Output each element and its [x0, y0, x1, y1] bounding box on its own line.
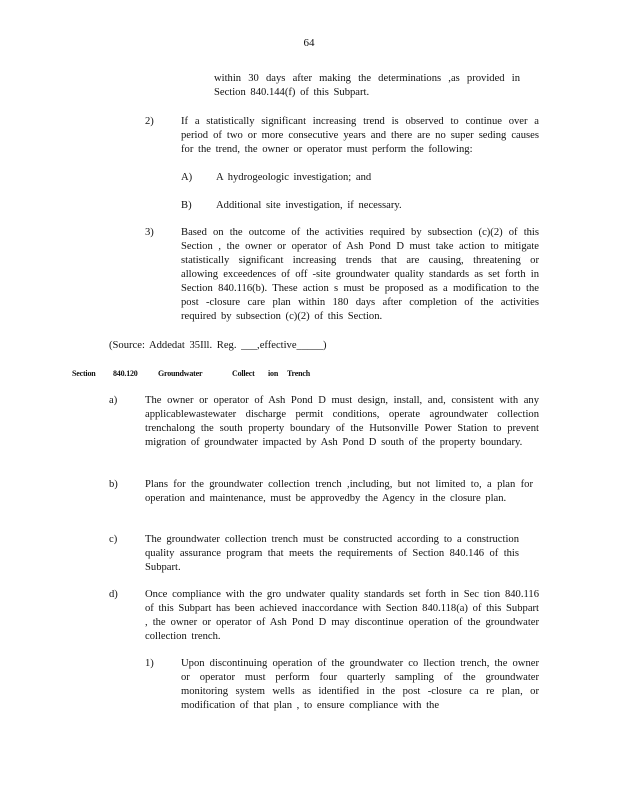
item-2b-marker: B): [181, 200, 192, 211]
para-a-marker: a): [109, 395, 118, 406]
section-title-part3: ion: [268, 369, 279, 378]
item-3-marker: 3): [145, 227, 154, 238]
para-d-text: Once compliance with the gro undwater quality standards set forth in Sec tion 840.116 of this Subpart has been achieved inaccordance with Section 840.118(a) of this Subpart , the owner or operator of Ash Pond D may discontinue operation of the groundwater collection trench.: [145, 589, 539, 642]
continuation-text: within 30 days after making the determinations ,as provided in Section 840.144(f) of this Subpart.: [214, 73, 520, 98]
source-note: (Source: Addedat 35Ill. Reg. ___,effective_____): [109, 340, 327, 351]
item-3-text: Based on the outcome of the activities required by subsection (c)(2) of this Section , the owner or operator of Ash Pond D must take action to mitigate statistically significant increasing trends that are causing, threatening or allowing exceedences of off -site groundwater quality standards as set forth in Section 840.116(b). These action s must be proposed as a modification to the post -closure care plan within 180 days after completion of the activities required by subsection (c)(2) of this Section.: [181, 227, 539, 322]
section-title-part4: Trench: [287, 369, 310, 378]
item-2-text: If a statistically significant increasing trend is observed to continue over a period of two or more consecutive years and there are no super seding causes for the trend, the owner or operator must perform the following:: [181, 116, 539, 155]
item-2a-text: A hydrogeologic investigation; and: [216, 172, 372, 183]
section-title-part2: Collect: [232, 369, 255, 378]
para-d1-text: Upon discontinuing operation of the groundwater co llection trench, the owner or operator must perform four quarterly sampling of the groundwater monitoring system wells as identified in the post -closure ca re plan, or modification of that plan , to ensure compliance with the: [181, 658, 539, 711]
section-number: 840.120: [113, 369, 138, 378]
page-number: 64: [303, 37, 315, 49]
para-b-marker: b): [109, 479, 118, 490]
para-d-marker: d): [109, 589, 118, 600]
para-c-text: The groundwater collection trench must be constructed according to a construction quality assurance program that meets the requirements of Section 840.146 of this Subpart.: [145, 534, 519, 573]
section-title-part1: Groundwater: [158, 369, 203, 378]
para-c-marker: c): [109, 534, 118, 545]
item-2b-text: Additional site investigation, if necessary.: [216, 200, 402, 211]
para-d1-marker: 1): [145, 658, 154, 669]
item-2a-marker: A): [181, 172, 193, 183]
section-label: Section: [72, 369, 96, 378]
item-2-marker: 2): [145, 116, 154, 127]
para-a-text: The owner or operator of Ash Pond D must design, install, and, consistent with any applicablewastewater discharge permit conditions, operate agroundwater collection trenchalong the south property boundary of the Hutsonville Power Station to prevent migration of groundwater impacted by Ash Pond D south of the property boundary.: [145, 395, 539, 448]
para-b-text: Plans for the groundwater collection trench ,including, but not limited to, a plan for operation and maintenance, must be approvedby the Agency in the closure plan.: [145, 479, 533, 504]
